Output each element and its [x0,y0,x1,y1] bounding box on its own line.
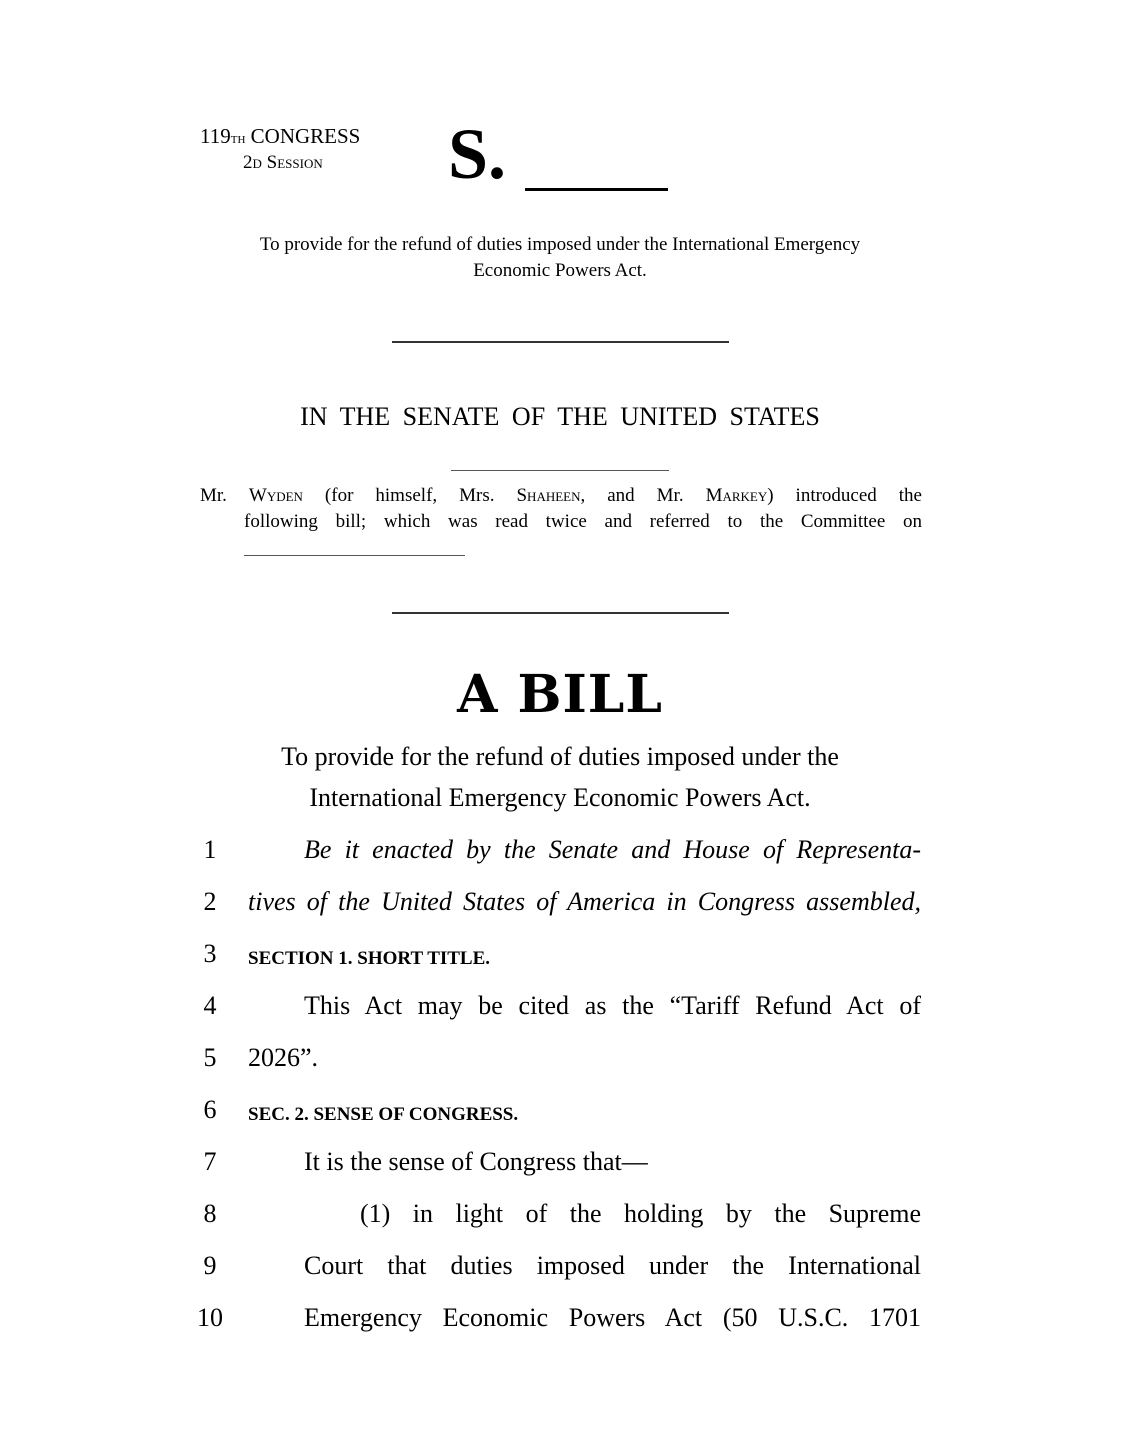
body-line [0,1303,1126,1355]
body-line [0,1043,1126,1095]
cosponsor-name: Markey [705,485,768,506]
section-heading: SECTION 1. SHORT TITLE. [248,948,491,969]
long-title-line-2: International Emergency Economic Powers Act. [309,783,811,812]
congress-session-label [200,124,360,175]
bill-number-blank [525,188,668,191]
congress-number: 119 [200,124,231,148]
line-number: 6 [203,1095,217,1124]
cosponsor-name: Shaheen [516,485,581,506]
body-line [0,939,1126,991]
bill-heading: A BILL [457,664,663,725]
line-number: 3 [203,939,217,968]
body-line [0,835,1126,887]
body-line [0,1251,1126,1303]
enacting-clause: Be it enacted by the Senate and House of Representa- [304,835,921,864]
body-text: Court that duties imposed under the International [304,1251,921,1280]
body-text: It is the sense of Congress that— [304,1147,648,1176]
body-text: Emergency Economic Powers Act (50 U.S.C. 1701 [304,1303,921,1332]
session-number: 2 [243,152,253,173]
intro-text: Mr. [200,485,249,506]
body-line [0,1095,1126,1147]
congress-suffix: th [230,131,246,147]
body-text: This Act may be cited as the “Tariff Refund Act of [304,991,921,1020]
session-suffix: d [252,152,262,173]
enacting-clause: tives of the United States of America in Congress assembled, [248,887,921,916]
introduction-paragraph [200,483,922,535]
congress-word: CONGRESS [250,124,361,148]
section-heading: SEC. 2. SENSE OF CONGRESS. [248,1104,519,1125]
congress-label [200,124,360,151]
long-title-line-1: To provide for the refund of duties imposed under the [281,742,839,771]
session-word: Session [266,152,323,173]
divider-rule [392,341,729,343]
body-text: (1) in light of the holding by the Supreme [360,1199,921,1228]
line-number: 5 [203,1043,217,1072]
intro-text: (for himself, Mrs. [302,485,517,506]
sponsor-name: Wyden [248,485,303,506]
body-line [0,1199,1126,1251]
body-line [0,991,1126,1043]
short-description: To provide for the refund of duties imposed under the International Emergency Economic Powers Act. [259,234,861,281]
long-title [230,736,890,818]
line-number: 9 [203,1251,217,1280]
line-number: 10 [197,1303,223,1332]
line-number: 8 [203,1199,217,1228]
bill-number-prefix: S. [448,114,507,194]
body-line [0,887,1126,939]
line-number: 4 [203,991,217,1020]
session-label [200,151,360,175]
line-number: 2 [203,887,217,916]
chamber-heading: IN THE SENATE OF THE UNITED STATES [300,402,820,431]
line-number: 7 [203,1147,217,1176]
intro-text: ) introduced the [767,485,922,506]
divider-rule [392,612,729,614]
body-line [0,1147,1126,1199]
line-number: 1 [203,835,217,864]
committee-blank [244,555,465,556]
intro-text: , and Mr. [580,485,706,506]
divider-rule-short [451,470,669,471]
introduction-line-1 [200,483,922,509]
body-text: 2026”. [248,1043,319,1072]
introduction-line-2: following bill; which was read twice and referred to the Committee on [244,511,922,532]
